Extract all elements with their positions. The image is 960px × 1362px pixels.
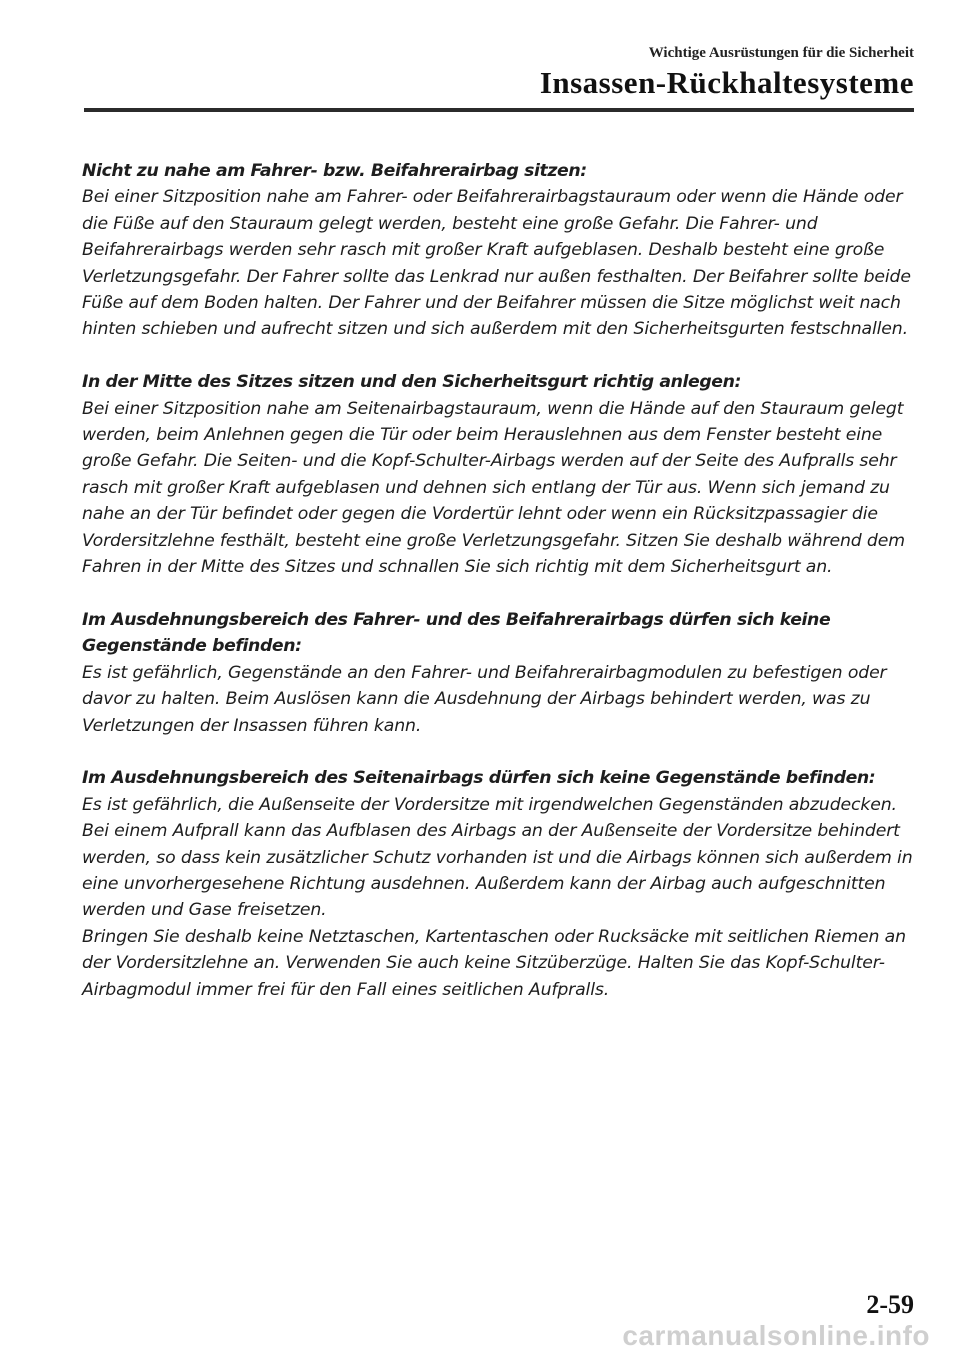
- warning-block-side-airbag-objects: [82, 765, 914, 1003]
- header-divider: [84, 108, 914, 112]
- warning-block-front-airbag-objects: [82, 607, 914, 739]
- block-paragraph: Bei einer Sitzposition nahe am Fahrer- oder Beifahrerairbagstauraum oder wenn die Hände oder die Füße auf den Stauraum gelegt werden, besteht eine große Gefahr. Die Fahrer- und Beifahrerairbags werden sehr rasch mit großer Kraft aufgeblasen. Deshalb besteht eine große Verletzungsgefahr. Der Fahrer sollte das Lenkrad nur außen festhalten. Der Beifahrer sollte beide Füße auf dem Boden halten. Der Fahrer und der Beifahrer müssen die Sitze möglichst weit nach hinten schieben und aufrecht sitzen und sich außerdem mit den Sicherheitsgurten festschnallen.: [82, 187, 911, 340]
- watermark: carmanualsonline.info: [622, 1320, 930, 1351]
- warning-block-seat-position: [82, 369, 914, 580]
- chapter-title: Insassen-Rückhaltesysteme: [539, 65, 914, 100]
- block-paragraph: Bei einer Sitzposition nahe am Seitenairbagstauraum, wenn die Hände auf den Stauraum gelegt werden, beim Anlehnen gegen die Tür oder beim Herauslehnen aus dem Fenster besteht eine große Gefahr. Die Seiten- und die Kopf-Schulter-Airbags werden auf der Seite des Aufpralls sehr rasch mit großer Kraft aufgeblasen und dehnen sich entlang der Tür aus. Wenn sich jemand zu nahe an der Tür befindet oder gegen die Vordertür lehnt oder wenn ein Rücksitzpassagier die Vordersitzlehne festhält, besteht eine große Verletzungsgefahr. Sitzen Sie deshalb während dem Fahren in der Mitte des Sitzes und schnallen Sie sich richtig mit dem Sicherheitsgurt an.: [82, 398, 905, 578]
- page-header: [84, 44, 914, 100]
- warning-block-driver-airbag-distance: [82, 158, 914, 343]
- main-content: [82, 158, 914, 1029]
- block-heading: Im Ausdehnungsbereich des Fahrer- und des Beifahrerairbags dürfen sich keine Gegenstände befinden:: [82, 609, 831, 657]
- block-heading: Im Ausdehnungsbereich des Seitenairbags dürfen sich keine Gegenstände befinden:: [82, 768, 876, 789]
- block-paragraph: Es ist gefährlich, die Außenseite der Vordersitze mit irgendwelchen Gegenständen abzudecken. Bei einem Aufprall kann das Aufblasen des Airbags an der Außenseite der Vordersitze behindert werden, so dass kein zusätzlicher Schutz vorhanden ist und die Airbags können sich außerdem in eine unvorhergesehene Richtung ausdehnen. Außerdem kann der Airbag auch aufgeschnitten werden und Gase freisetzen.: [82, 794, 913, 921]
- block-paragraph: Bringen Sie deshalb keine Netztaschen, Kartentaschen oder Rucksäcke mit seitlichen Riemen an der Vordersitzlehne an. Verwenden Sie auch keine Sitzüberzüge. Halten Sie das Kopf-Schulter-Airbagmodul immer frei für den Fall eines seitlichen Aufpralls.: [82, 926, 906, 1000]
- block-paragraph: Es ist gefährlich, Gegenstände an den Fahrer- und Beifahrerairbagmodulen zu befestigen oder davor zu halten. Beim Auslösen kann die Ausdehnung der Airbags behindert werden, was zu Verletzungen der Insassen führen kann.: [82, 662, 887, 736]
- block-heading: Nicht zu nahe am Fahrer- bzw. Beifahrerairbag sitzen:: [82, 161, 587, 181]
- section-label: Wichtige Ausrüstungen für die Sicherheit: [648, 45, 914, 61]
- page-number: 2-59: [866, 1290, 914, 1319]
- block-heading: In der Mitte des Sitzes sitzen und den Sicherheitsgurt richtig anlegen:: [82, 372, 742, 393]
